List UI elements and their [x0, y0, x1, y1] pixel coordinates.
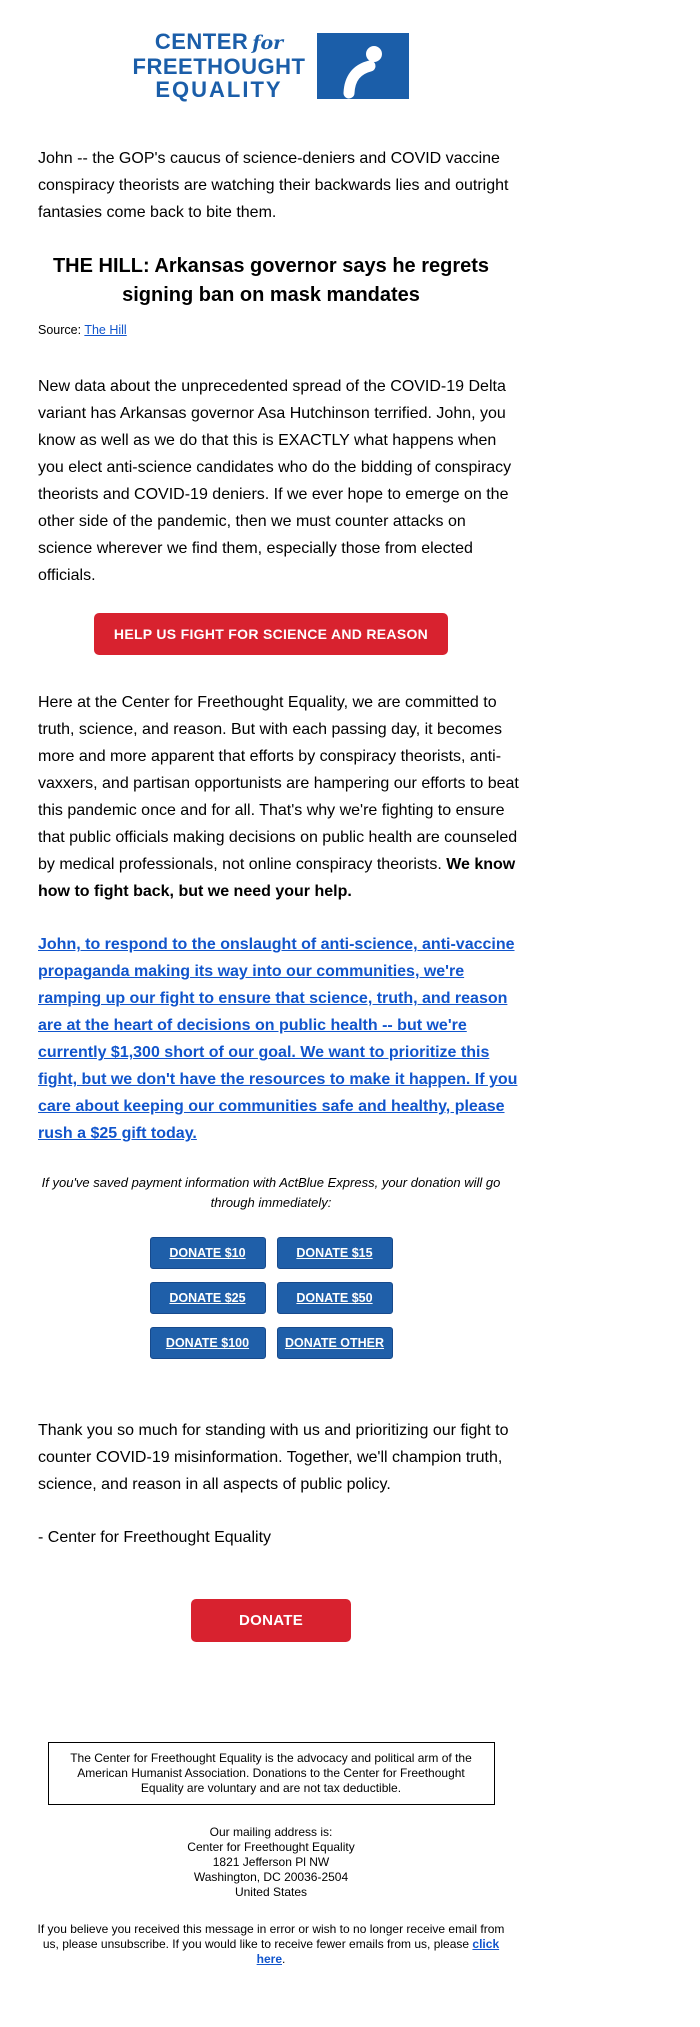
appeal-link[interactable]: John, to respond to the onslaught of anti-science, anti-vaccine propaganda making its way into our communities, we're ramping up our fight to ensure that science, truth, and reason are at the heart of decisions on public health -- but we're currently $1,300 short of our goal. We want to prioritize this fight, but we don't have the resources to make it happen. If you care about keeping our communities safe and healthy, please rush a $25 gift today. [38, 936, 518, 1143]
donate-row-1 [150, 1237, 393, 1269]
footer-note [30, 1922, 512, 2027]
body-paragraph-2 [38, 689, 520, 905]
donate-10-button[interactable]: DONATE $10 [150, 1237, 266, 1269]
cta-row [0, 613, 542, 655]
headline: THE HILL: Arkansas governor says he regrets signing ban on mask mandates [52, 255, 490, 306]
logo-line-equality: EQUALITY [155, 77, 283, 102]
donate-15-button[interactable]: DONATE $15 [277, 1237, 393, 1269]
address-line: 1821 Jefferson Pl NW [212, 1855, 330, 1870]
click-here-link[interactable]: click here [256, 1937, 500, 1967]
donate-button[interactable]: DONATE [191, 1599, 351, 1642]
signature: - Center for Freethought Equality [38, 1529, 272, 1547]
donate-row-2 [150, 1282, 393, 1314]
fight-cta-button[interactable]: HELP US FIGHT FOR SCIENCE AND REASON [94, 613, 448, 655]
address-intro: Our mailing address is: [209, 1825, 333, 1840]
body-paragraph-1: New data about the unprecedented spread of the COVID-19 Delta variant has Arkansas governor Asa Hutchinson terrified. John, you know as well as we do that this is EXACTLY what happens when you elect anti-science candidates who do the bidding of conspiracy theorists and COVID-19 deniers. If we ever hope to emerge on the other side of the pandemic, then we must counter attacks on science wherever we find them, especially those from elected officials. [38, 378, 512, 585]
humanist-figure-icon [317, 33, 409, 99]
donate-row-3 [150, 1327, 393, 1359]
actblue-note: If you've saved payment information with ActBlue Express, your donation will go through immediately: [41, 1175, 501, 1211]
donate-25-button[interactable]: DONATE $25 [150, 1282, 266, 1314]
address-line: Center for Freethought Equality [187, 1840, 355, 1855]
donate-other-button[interactable]: DONATE OTHER [277, 1327, 393, 1359]
cfe-logo [0, 0, 542, 101]
source-label: Source: [38, 323, 82, 338]
donate-amount-grid [0, 1237, 542, 1359]
thanks-paragraph: Thank you so much for standing with us and prioritizing our fight to counter COVID-19 misinformation. Together, we'll champion truth, science, and reason in all aspects of public policy. [38, 1422, 509, 1494]
footer-note-period: . [282, 1952, 286, 1967]
body-paragraph-2-text: Here at the Center for Freethought Equality, we are committed to truth, science, and reason. But with each passing day, it becomes more and more apparent that efforts by conspiracy theorists, anti-vaxxers, and partisan opportunists are hampering our efforts to beat this pandemic once and for all. That's why we're fighting to ensure that public officials making decisions on public health are counseled by medical professionals, not online conspiracy theorists. [38, 694, 519, 874]
donate-100-button[interactable]: DONATE $100 [150, 1327, 266, 1359]
donate-cta-row [0, 1599, 542, 1642]
source-line [38, 323, 520, 337]
mailing-address [0, 1825, 542, 1900]
disclaimer-box [48, 1742, 495, 1805]
logo-line-center: CENTER for [154, 29, 284, 54]
logo-for-word: for [252, 32, 284, 54]
address-line: Washington, DC 20036-2504 [193, 1870, 349, 1885]
logo-line-freethought: FREETHOUGHT [132, 54, 306, 79]
cfe-logo-text [133, 30, 306, 101]
source-link[interactable]: The Hill [84, 323, 127, 338]
intro-paragraph: John -- the GOP's caucus of science-deniers and COVID vaccine conspiracy theorists are watching their backwards lies and outright fantasies come back to bite them. [38, 150, 509, 221]
address-line: United States [234, 1885, 308, 1900]
body-paragraph-2-bold: We know how to fight back, but we need your help. [38, 856, 516, 901]
disclaimer-text: The Center for Freethought Equality is the advocacy and political arm of the American Humanist Association. Donations to the Center for Freethought Equality are voluntary and are not tax deductible. [70, 1751, 472, 1796]
donate-50-button[interactable]: DONATE $50 [277, 1282, 393, 1314]
footer-note-text: If you believe you received this message in error or wish to no longer receive email from us, please unsubscribe. If you would like to receive fewer emails from us, please [37, 1922, 505, 1952]
